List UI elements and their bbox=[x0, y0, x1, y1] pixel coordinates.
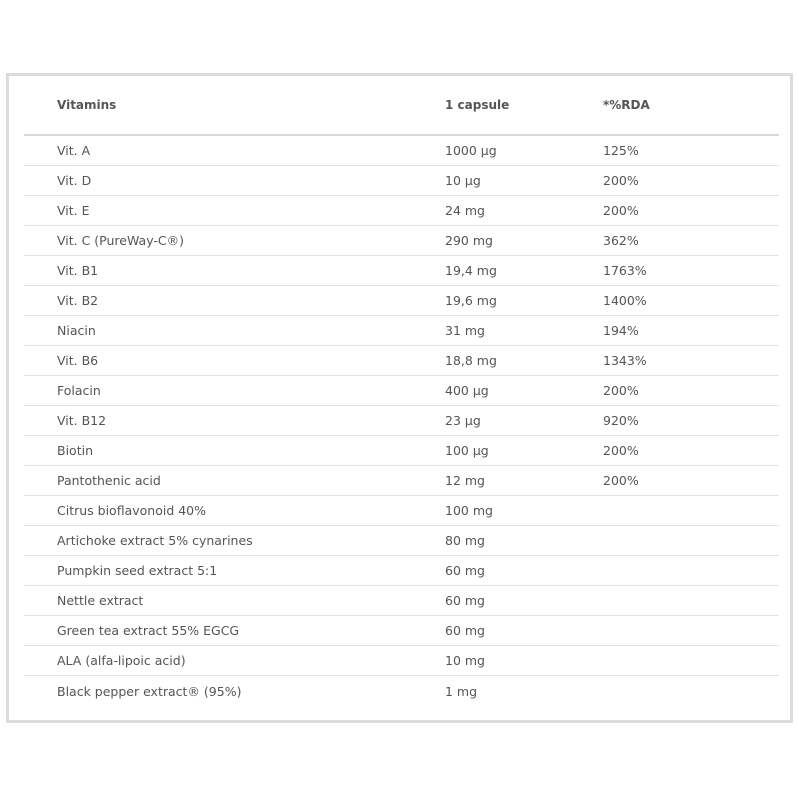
ingredient-amount: 60 mg bbox=[445, 623, 485, 638]
ingredient-amount: 23 µg bbox=[445, 413, 481, 428]
ingredient-name: Niacin bbox=[57, 323, 96, 338]
table-row bbox=[24, 466, 779, 496]
table-row bbox=[24, 406, 779, 436]
ingredient-rda: 194% bbox=[603, 323, 639, 338]
table-row bbox=[24, 166, 779, 196]
table-row bbox=[24, 226, 779, 256]
ingredient-amount: 19,4 mg bbox=[445, 263, 497, 278]
ingredient-amount: 31 mg bbox=[445, 323, 485, 338]
table-row bbox=[24, 346, 779, 376]
ingredient-amount: 1 mg bbox=[445, 683, 478, 699]
ingredient-amount: 10 mg bbox=[445, 653, 485, 668]
table-row bbox=[24, 526, 779, 556]
table-row bbox=[24, 586, 779, 616]
ingredient-name: Citrus bioflavonoid 40% bbox=[57, 503, 207, 518]
ingredient-name: Pumpkin seed extract 5:1 bbox=[57, 563, 218, 578]
ingredient-name: Vit. D bbox=[57, 173, 92, 188]
ingredient-amount: 400 µg bbox=[445, 383, 489, 398]
ingredient-rda: 1400% bbox=[603, 293, 647, 308]
ingredient-rda: 920% bbox=[603, 413, 639, 428]
ingredient-amount: 80 mg bbox=[445, 533, 485, 548]
table-row bbox=[24, 436, 779, 466]
ingredient-rda: 200% bbox=[603, 443, 639, 458]
nutrition-table-frame bbox=[6, 73, 793, 723]
ingredient-name: Vit. C (PureWay-C®) bbox=[57, 233, 184, 248]
ingredient-name: Vit. E bbox=[57, 203, 90, 218]
ingredient-name: Folacin bbox=[57, 383, 101, 398]
ingredient-amount: 60 mg bbox=[445, 593, 485, 608]
table-row bbox=[24, 316, 779, 346]
ingredient-name: Nettle extract bbox=[57, 593, 144, 608]
ingredient-name: Green tea extract 55% EGCG bbox=[57, 623, 240, 638]
ingredient-amount: 12 mg bbox=[445, 473, 485, 488]
table-row bbox=[24, 376, 779, 406]
ingredient-rda: 1763% bbox=[603, 263, 647, 278]
header-vitamins: Vitamins bbox=[57, 98, 117, 112]
table-row bbox=[24, 256, 779, 286]
ingredient-rda: 200% bbox=[603, 203, 639, 218]
ingredient-amount: 60 mg bbox=[445, 563, 485, 578]
table-row bbox=[24, 646, 779, 676]
ingredient-rda: 200% bbox=[603, 473, 639, 488]
ingredient-amount: 1000 µg bbox=[445, 143, 497, 158]
ingredient-name: Artichoke extract 5% cynarines bbox=[57, 533, 253, 548]
ingredient-name: Black pepper extract® (95%) bbox=[57, 683, 242, 699]
ingredient-name: Vit. B12 bbox=[57, 413, 107, 428]
ingredient-amount: 10 µg bbox=[445, 173, 481, 188]
ingredient-name: Pantothenic acid bbox=[57, 473, 161, 488]
ingredient-amount: 290 mg bbox=[445, 233, 493, 248]
ingredient-rda: 362% bbox=[603, 233, 639, 248]
ingredient-rda: 125% bbox=[603, 143, 639, 158]
table-row bbox=[24, 616, 779, 646]
table-header-row bbox=[24, 76, 779, 136]
table-body bbox=[24, 136, 779, 706]
ingredient-amount: 19,6 mg bbox=[445, 293, 497, 308]
ingredient-amount: 100 mg bbox=[445, 503, 493, 518]
ingredient-name: Vit. B6 bbox=[57, 353, 99, 368]
ingredient-name: Vit. B2 bbox=[57, 293, 99, 308]
ingredient-rda: 200% bbox=[603, 383, 639, 398]
ingredient-rda: 200% bbox=[603, 173, 639, 188]
ingredient-name: Vit. B1 bbox=[57, 263, 99, 278]
ingredient-name: Biotin bbox=[57, 443, 93, 458]
ingredient-name: Vit. A bbox=[57, 143, 91, 158]
ingredient-amount: 18,8 mg bbox=[445, 353, 497, 368]
table-row bbox=[24, 196, 779, 226]
table-row bbox=[24, 496, 779, 526]
table-row bbox=[24, 676, 779, 706]
header-amount: 1 capsule bbox=[445, 98, 510, 112]
ingredient-amount: 24 mg bbox=[445, 203, 485, 218]
table-row bbox=[24, 556, 779, 586]
ingredient-name: ALA (alfa-lipoic acid) bbox=[57, 653, 186, 668]
ingredient-amount: 100 µg bbox=[445, 443, 489, 458]
table-row bbox=[24, 136, 779, 166]
table-row bbox=[24, 286, 779, 316]
header-rda: *%RDA bbox=[603, 98, 650, 112]
ingredient-rda: 1343% bbox=[603, 353, 647, 368]
